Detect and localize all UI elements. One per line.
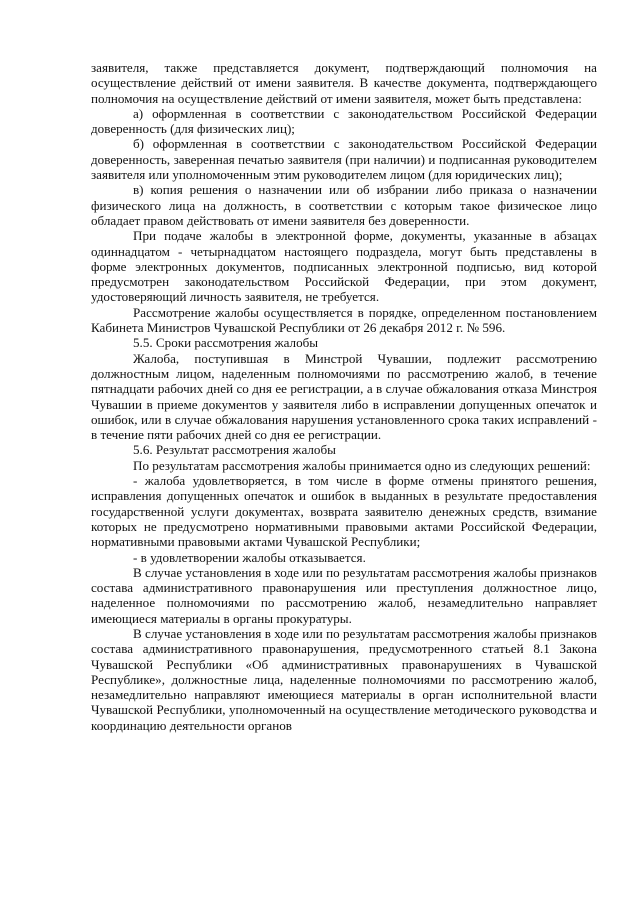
document-page [91,60,597,733]
paragraph-review-procedure: Рассмотрение жалобы осуществляется в порядке, определенном постановлением Кабинета Министров Чувашской Республики от 26 декабря 2012 г. № 596. [91,304,597,336]
paragraph-review-deadlines: Жалоба, поступившая в Минстрой Чувашии, подлежит рассмотрению должностным лицом, наделенным полномочиями по рассмотрению жалоб, в течение пятнадцати рабочих дней со дня ее регистрации, а в случае обжалования отказа Минстроя Чувашии в приеме документов у заявителя либо в исправлении допущенных опечаток и ошибок, или в случае обжалования нарушения установленного срока таких исправлений - в течение пяти рабочих дней со дня ее регистрации. [91,350,597,443]
paragraph-electronic-form: При подаче жалобы в электронной форме, документы, указанные в абзацах одиннадцатом - четырнадцатом настоящего подраздела, могут быть представлены в форме электронных документов, подписанных электронной подписью, вид которой предусмотрен законодательством Российской Федерации, при этом документ, удостоверяющий личность заявителя, не требуется. [91,228,597,305]
paragraph-representative-authority: заявителя, также представляется документ, подтверждающий полномочия на осуществление действий от имени заявителя. В качестве документа, подтверждающего полномочия на осуществление действий от имени заявителя, может быть представлена: [91,60,597,106]
paragraph-item-b: б) оформленная в соответствии с законодательством Российской Федерации доверенность, заверенная печатью заявителя (при наличии) и подписанная руководителем заявителя или уполномоченным этим руководителем лицом (для юридических лиц); [91,136,597,183]
paragraph-decision-intro: По результатам рассмотрения жалобы принимается одно из следующих решений: [133,457,591,473]
paragraph-item-a: а) оформленная в соответствии с законодательством Российской Федерации доверенность (для физических лиц); [91,105,597,137]
section-heading-5-6: 5.6. Результат рассмотрения жалобы [133,442,336,458]
paragraph-decision-satisfied: - жалоба удовлетворяется, в том числе в форме отмены принятого решения, исправления допущенных опечаток и ошибок в выданных в результате предоставления государственной услуги документах, возврата заявителю денежных средств, взимание которых не предусмотрено нормативными правовыми актами Российской Федерации, нормативными правовыми актами Чувашской Республики; [91,473,597,550]
paragraph-decision-refused: - в удовлетворении жалобы отказывается. [133,549,366,565]
paragraph-prosecutor-referral: В случае установления в ходе или по результатам рассмотрения жалобы признаков состава административного правонарушения или преступления должностное лицо, наделенное полномочиями по рассмотрению жалоб, незамедлительно направляет имеющиеся материалы в органы прокуратуры. [91,564,597,626]
paragraph-administrative-referral: В случае установления в ходе или по результатам рассмотрения жалобы признаков состава административного правонарушения, предусмотренного статьей 8.1 Закона Чувашской Республики «Об административных правонарушениях в Чувашской Республике», должностные лица, наделенные полномочиями по рассмотрению жалоб, незамедлительно направляют имеющиеся материалы в орган исполнительной власти Чувашской Республики, уполномоченный на осуществление методического руководства и координацию деятельности органов [91,625,597,733]
paragraph-item-v: в) копия решения о назначении или об избрании либо приказа о назначении физического лица на должность, в соответствии с которым такое физическое лицо обладает правом действовать от имени заявителя без доверенности. [91,182,597,228]
section-heading-5-5: 5.5. Сроки рассмотрения жалобы [133,335,319,351]
